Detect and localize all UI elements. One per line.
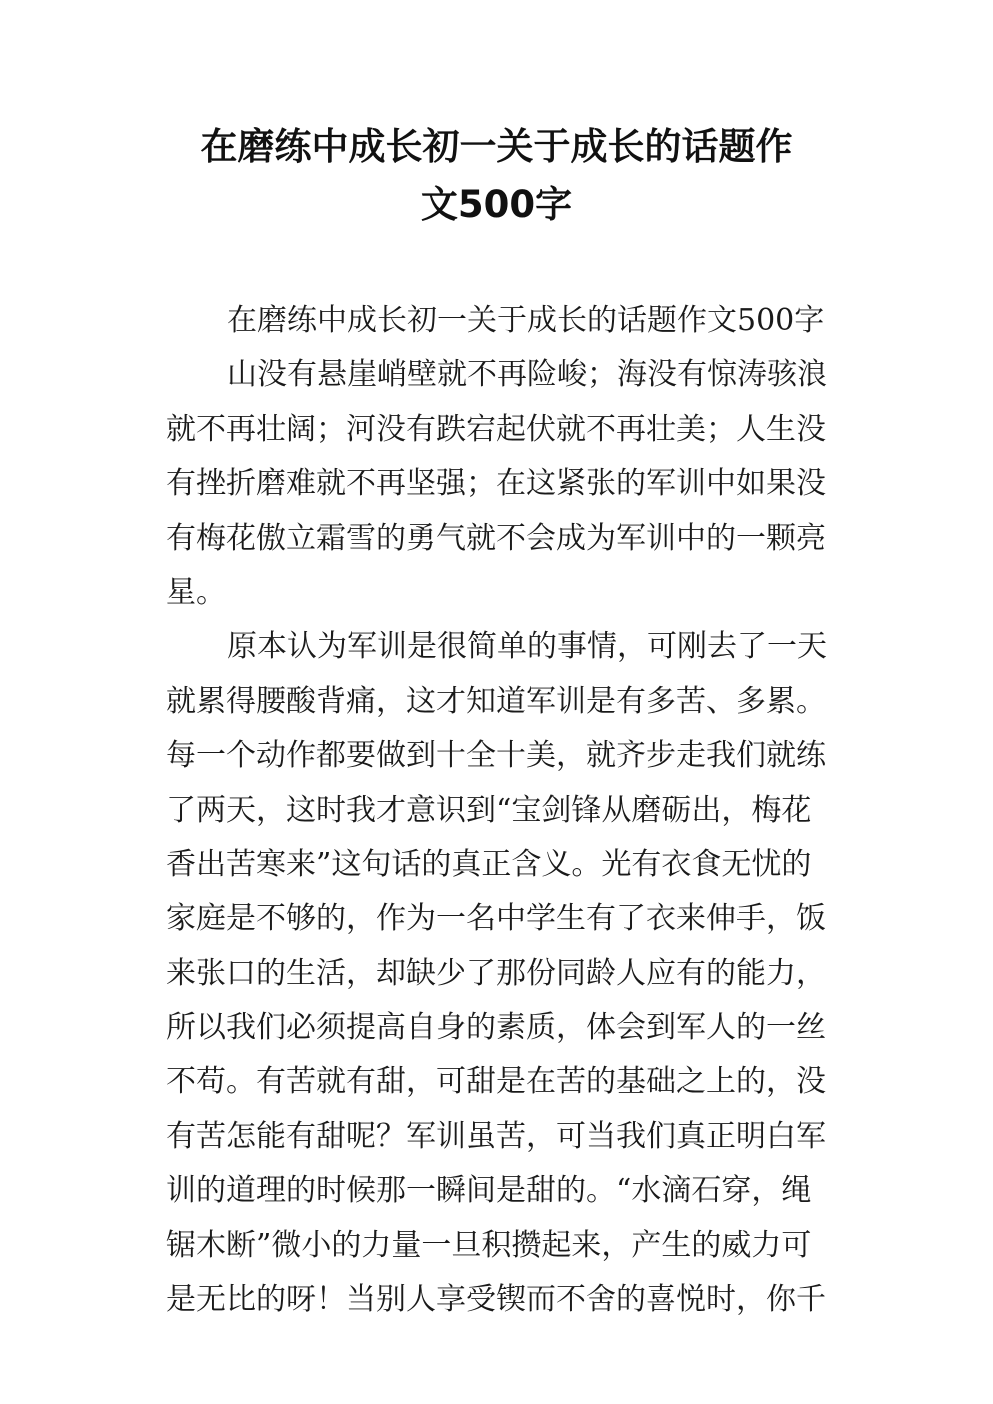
body-line: 有苦怎能有甜呢？军训虽苦，可当我们真正明白军 <box>166 1118 826 1154</box>
body-line: 家庭是不够的，作为一名中学生有了衣来伸手，饭 <box>166 901 826 937</box>
body-line: 了两天，这时我才意识到“宝剑锋从磨砺出，梅花 <box>166 792 812 828</box>
paragraph-start-line: 原本认为军训是很简单的事情，可刚去了一天 <box>227 629 827 665</box>
paragraph-start-line: 山没有悬崖峭壁就不再险峻；海没有惊涛骇浪 <box>227 357 827 393</box>
document-title <box>150 118 843 234</box>
body-line: 在磨练中成长初一关于成长的话题作文500字 <box>227 303 825 338</box>
body-line: 不苟。有苦就有甜，可甜是在苦的基础之上的，没 <box>166 1064 826 1100</box>
body-line: 星。 <box>166 574 226 610</box>
title-line: 在磨练中成长初一关于成长的话题作 <box>200 125 793 168</box>
body-line: 有梅花傲立霜雪的勇气就不会成为军训中的一颗亮 <box>166 520 826 556</box>
title-line: 文500字 <box>420 183 573 226</box>
body-line: 就累得腰酸背痛，这才知道军训是有多苦、多累。 <box>166 683 826 719</box>
body-line: 就不再壮阔；河没有跌宕起伏就不再壮美；人生没 <box>166 411 826 447</box>
body-line: 来张口的生活，却缺少了那份同龄人应有的能力， <box>166 955 826 991</box>
body-line: 有挫折磨难就不再坚强；在这紧张的军训中如果没 <box>166 466 826 502</box>
body-line: 训的道理的时候那一瞬间是甜的。“水滴石穿，绳 <box>166 1173 812 1209</box>
document-body <box>166 294 828 1327</box>
body-line: 每一个动作都要做到十全十美，就齐步走我们就练 <box>166 738 826 774</box>
body-line: 香出苦寒来”这句话的真正含义。光有衣食无忧的 <box>166 846 812 882</box>
body-line: 所以我们必须提高自身的素质，体会到军人的一丝 <box>166 1010 826 1046</box>
body-line: 是无比的呀！当别人享受锲而不舍的喜悦时，你千 <box>166 1282 826 1318</box>
body-line: 锯木断”微小的力量一旦积攒起来，产生的威力可 <box>166 1227 812 1263</box>
